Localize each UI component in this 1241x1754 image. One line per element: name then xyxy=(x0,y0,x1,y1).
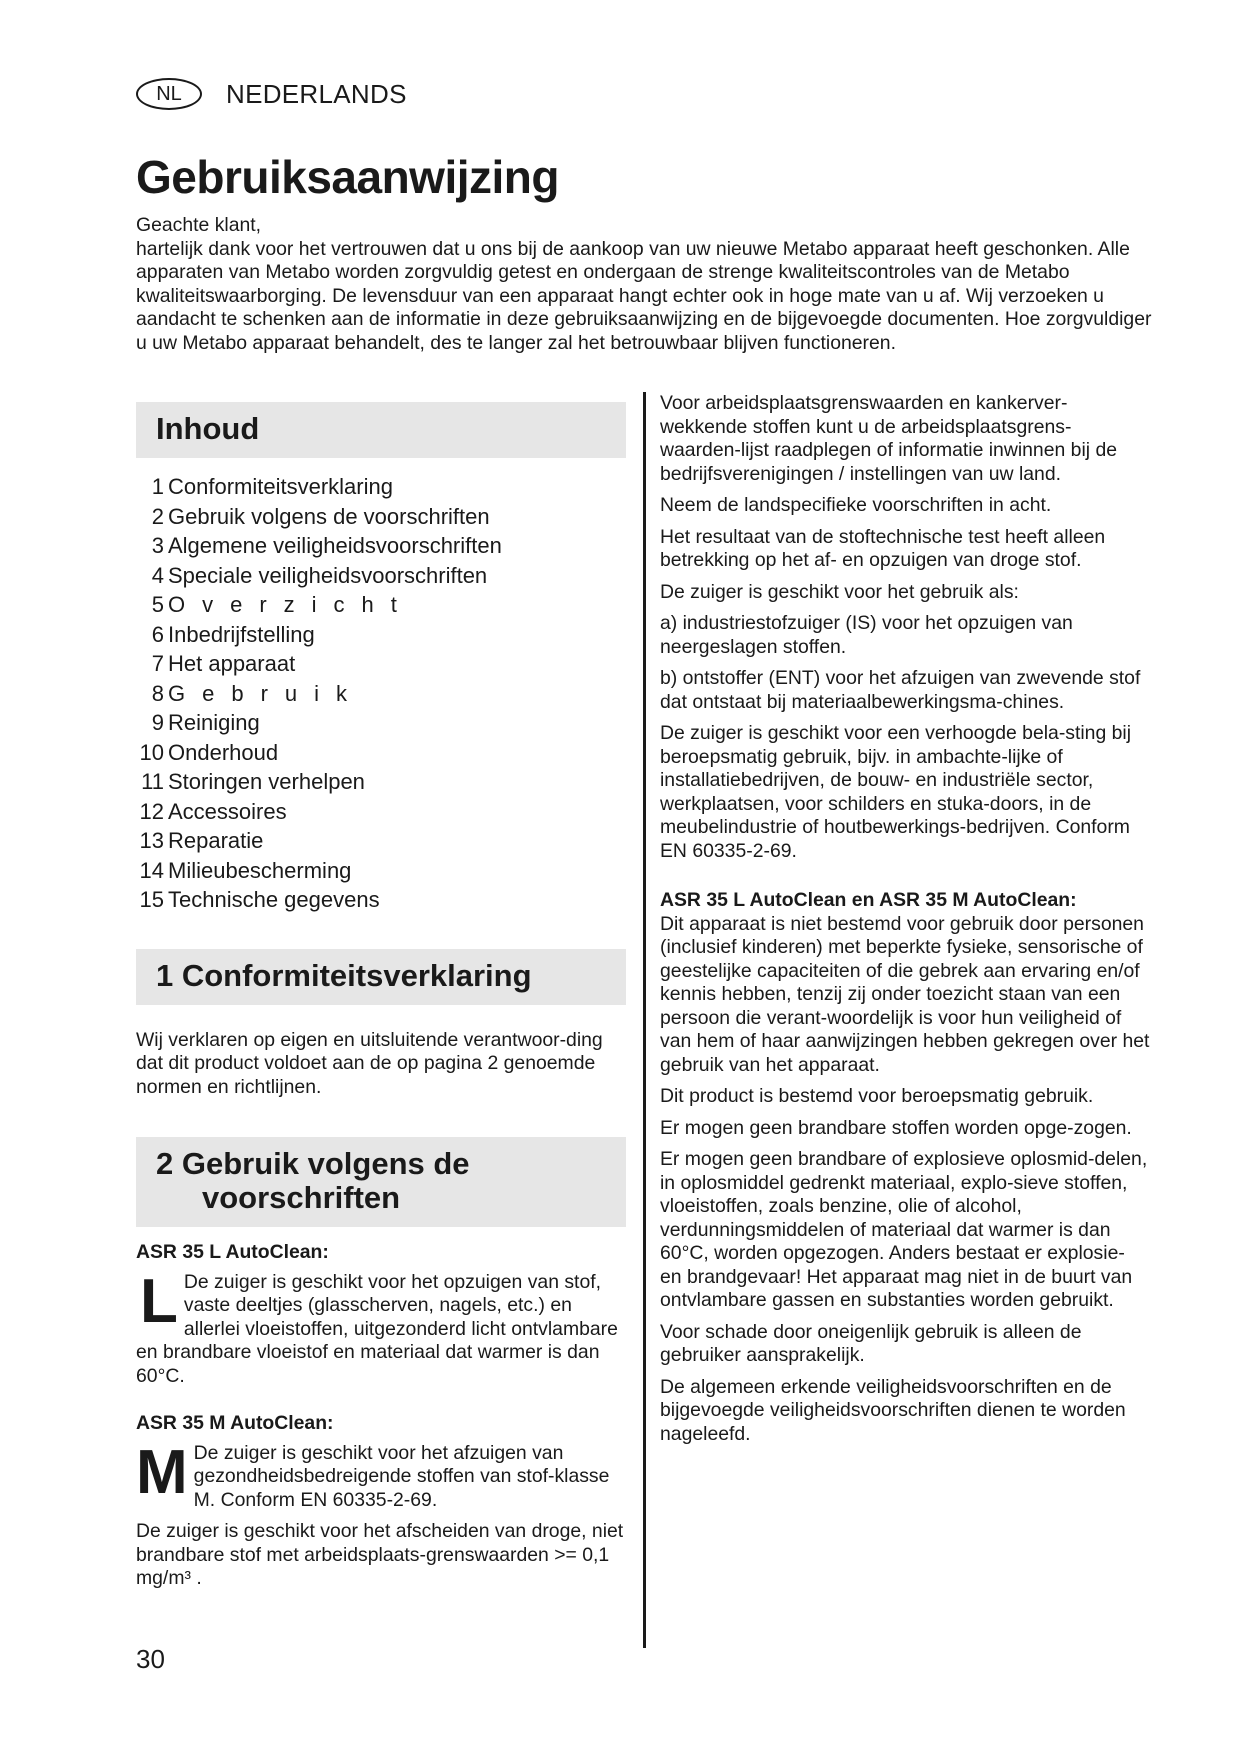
toc-item-number: 12 xyxy=(139,798,164,824)
toc-item-number: 2 xyxy=(151,503,164,529)
toc-item-number: 7 xyxy=(151,651,164,676)
subheading: ASR 35 L AutoClean en ASR 35 M AutoClean: xyxy=(660,889,1077,911)
left-column xyxy=(136,402,626,1591)
toc-item-number: 9 xyxy=(151,710,164,735)
toc-item-number: 11 xyxy=(141,769,164,794)
toc-item[interactable] xyxy=(136,590,626,620)
toc-item-number: 6 xyxy=(151,621,164,647)
section-2-heading xyxy=(136,1137,626,1227)
asr-35-m-text: De zuiger is geschikt voor het afzuigen van gezondheidsbedreigende stoffen van stof-klasse M. Conform EN 60335-2-69. xyxy=(193,1441,610,1511)
toc-item-number: 14 xyxy=(139,857,164,883)
toc-item[interactable] xyxy=(136,885,626,915)
section-2-heading-line1: 2 Gebruik volgens de xyxy=(156,1146,470,1181)
paragraph: Voor arbeidsplaatsgrenswaarden en kankerver-wekkende stoffen kunt u de arbeidsplaatsgrens-waarden-lijst raadplegen of informatie inwinnen bij de bedrijfsverenigingen / instellingen van uw land. xyxy=(660,392,1118,485)
language-name: NEDERLANDS xyxy=(226,78,407,109)
toc-item-label: Algemene veiligheidsvoorschriften xyxy=(168,533,502,558)
toc-item[interactable] xyxy=(136,531,626,561)
asr-35-m-title: ASR 35 M AutoClean: xyxy=(136,1412,334,1434)
toc-item[interactable] xyxy=(136,856,626,886)
class-m-symbol: M xyxy=(136,1437,188,1507)
toc-item-number: 13 xyxy=(139,828,164,853)
toc-item-label: Reparatie xyxy=(168,828,264,853)
asr-35-m-block xyxy=(136,1437,626,1513)
right-column xyxy=(660,392,1150,1454)
toc-item-label: Storingen verhelpen xyxy=(168,769,365,794)
section-2-heading-line2: voorschriften xyxy=(202,1180,401,1215)
paragraph: De algemeen erkende veiligheidsvoorschriften en de bijgevoegde veiligheidsvoorschriften dienen te worden nageleefd. xyxy=(660,1375,1126,1445)
language-header xyxy=(136,78,407,110)
toc-item-number: 1 xyxy=(151,474,164,499)
toc-item-label: Conformiteitsverklaring xyxy=(168,474,393,499)
language-badge: NL xyxy=(136,78,202,110)
paragraph: b) ontstoffer (ENT) voor het afzuigen van zwevende stof dat ontstaat bij materiaalbewerkingsma-chines. xyxy=(660,667,1141,713)
paragraph: Dit apparaat is niet bestemd voor gebruik door personen (inclusief kinderen) met beperkte fysieke, sensorische of geestelijke capaciteiten of die gebrek aan ervaring en/of kennis hebben, tenzij zij onder toezicht staan van een persoon die verant-woordelijk is voor hun veiligheid of van hem of haar aanwijzingen hebben gekregen over het gebruik van het apparaat. xyxy=(660,912,1150,1076)
toc-item[interactable] xyxy=(136,620,626,650)
toc-item-number: 10 xyxy=(139,739,164,765)
intro xyxy=(136,214,1156,355)
class-l-symbol: L xyxy=(140,1266,178,1336)
toc-item[interactable] xyxy=(136,502,626,532)
paragraph: Neem de landspecifieke voorschriften in acht. xyxy=(660,494,1052,516)
section-1-text: Wij verklaren op eigen en uitsluitende verantwoor-ding dat dit product voldoet aan de op pagina 2 genoemde normen en richtlijnen. xyxy=(136,1028,603,1098)
toc-item-label: Technische gegevens xyxy=(168,887,380,912)
toc-item-label: Speciale veiligheidsvoorschriften xyxy=(168,562,488,588)
section-1-heading: 1 Conformiteitsverklaring xyxy=(136,949,626,1005)
toc-item-label: Overzicht xyxy=(168,592,414,617)
paragraph: Er mogen geen brandbare of explosieve oplosmid-delen, in oplosmiddel gedrenkt materiaal, explo-sieve stoffen, vloeistoffen, zoals benzine, olie of alcohol, verdunningsmiddelen of materiaal dat warmer is dan 60°C, worden opgezogen. Anders bestaat er explosie- en brandgevaar! Het apparaat mag niet in de buurt van ontvlambare gassen en substanties worden gebruikt. xyxy=(660,1148,1148,1311)
paragraph: De zuiger is geschikt voor het gebruik als: xyxy=(660,580,1019,603)
paragraph: De zuiger is geschikt voor een verhoogde bela-sting bij beroepsmatig gebruik, bijv. in ambachte-lijke of installatiebedrijven, de bouw- en industriële sector, werkplaatsen, voor schilders en stuka-doors, in de meubelindustrie of houtbewerkings-bedrijven. Conform EN 60335-2-69. xyxy=(660,722,1132,862)
paragraph: Dit product is bestemd voor beroepsmatig gebruik. xyxy=(660,1085,1094,1107)
asr-35-l-text: De zuiger is geschikt voor het opzuigen van stof, vaste deeltjes (glasscherven, nagels, etc.) en allerlei vloeistoffen, uitgezonderd licht ontvlambare en brandbare vloeistof en materiaal dat warmer is dan 60°C. xyxy=(136,1270,618,1387)
toc-item[interactable] xyxy=(136,472,626,502)
intro-greeting: Geachte klant, xyxy=(136,214,262,236)
toc-item-number: 8 xyxy=(151,680,164,706)
table-of-contents xyxy=(136,472,626,915)
toc-item-number: 3 xyxy=(151,533,164,558)
toc-item[interactable] xyxy=(136,561,626,591)
toc-heading: Inhoud xyxy=(136,402,626,458)
toc-item[interactable] xyxy=(136,767,626,797)
toc-item-number: 4 xyxy=(151,562,164,588)
paragraph: a) industriestofzuiger (IS) voor het opzuigen van neergeslagen stoffen. xyxy=(660,612,1073,658)
toc-item[interactable] xyxy=(136,797,626,827)
paragraph: Het resultaat van de stoftechnische test heeft alleen betrekking op het af- en opzuigen van droge stof. xyxy=(660,525,1106,571)
toc-item-label: Het apparaat xyxy=(168,651,296,676)
toc-item[interactable] xyxy=(136,679,626,709)
toc-item-label: Onderhoud xyxy=(168,739,279,765)
paragraph: Voor schade door oneigenlijk gebruik is alleen de gebruiker aansprakelijk. xyxy=(660,1320,1082,1366)
toc-item[interactable] xyxy=(136,708,626,738)
toc-item[interactable] xyxy=(136,649,626,679)
toc-item-label: Accessoires xyxy=(168,798,287,824)
toc-item[interactable] xyxy=(136,738,626,768)
toc-item-label: Inbedrijfstelling xyxy=(168,621,315,647)
asr-35-l-block xyxy=(136,1266,626,1389)
toc-item-label: Gebruik xyxy=(168,680,365,706)
toc-item-number: 15 xyxy=(139,887,164,912)
page-title: Gebruiksaanwijzing xyxy=(136,151,559,203)
toc-item-label: Gebruik volgens de voorschriften xyxy=(168,503,490,529)
page-number: 30 xyxy=(136,1644,165,1674)
toc-item-label: Reiniging xyxy=(168,710,260,735)
column-divider xyxy=(643,392,646,1648)
intro-body: hartelijk dank voor het vertrouwen dat u ons bij de aankoop van uw nieuwe Metabo apparaat heeft geschonken. Alle apparaten van Metabo worden zorgvuldig getest en ondergaan de strenge kwaliteitscontroles van de Metabo kwaliteitswaarborging. De levensduur van een apparaat hangt echter ook in hoge mate van u af. Wij verzoeken u aandacht te schenken aan de informatie in deze gebruiksaanwijzing en de bijgevoegde documenten. Hoe zorgvuldiger u uw Metabo apparaat behandelt, des te langer zal het betrouwbaar blijven functioneren. xyxy=(136,237,1152,354)
asr-35-m-extra-text: De zuiger is geschikt voor het afscheiden van droge, niet brandbare stof met arbeidsplaats-grenswaarden >= 0,1 mg/m³ . xyxy=(136,1520,624,1589)
toc-item-label: Milieubescherming xyxy=(168,857,352,883)
asr-35-l-title: ASR 35 L AutoClean: xyxy=(136,1241,329,1263)
paragraph: Er mogen geen brandbare stoffen worden opge-zogen. xyxy=(660,1116,1132,1139)
toc-item[interactable] xyxy=(136,826,626,856)
toc-item-number: 5 xyxy=(151,592,164,617)
